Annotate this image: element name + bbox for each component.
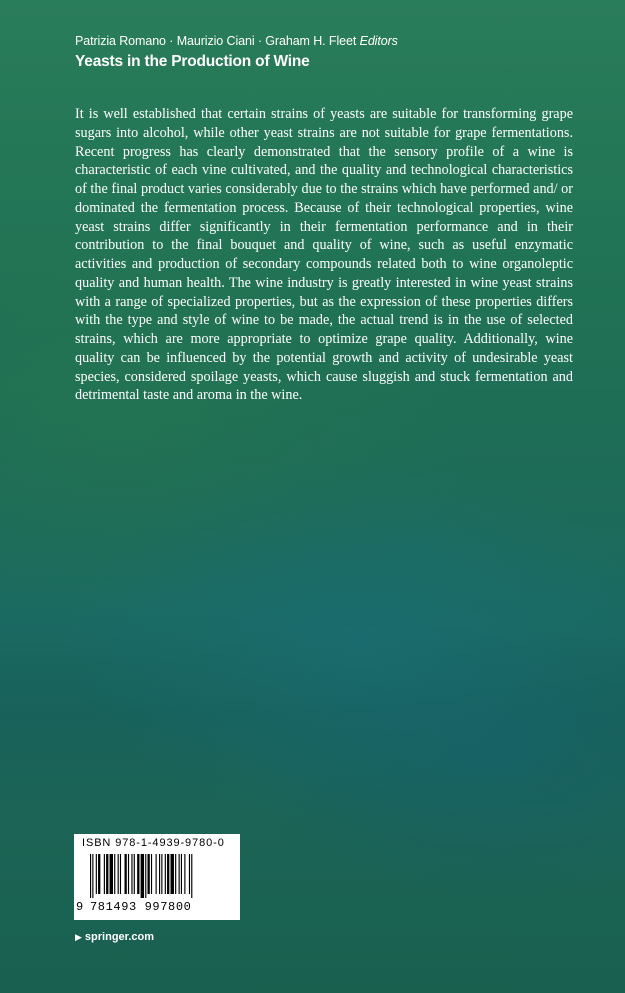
editors-role: Editors: [359, 34, 398, 48]
publisher-link[interactable]: [75, 931, 154, 943]
barcode-bar: [181, 854, 182, 894]
barcode-bar: [175, 854, 176, 894]
barcode-bar: [151, 854, 152, 894]
barcode-bar: [134, 854, 135, 894]
barcode-bar: [171, 854, 174, 894]
barcode-bar: [137, 854, 139, 894]
barcode-bar: [179, 854, 180, 894]
barcode-bar: [156, 854, 157, 894]
barcode-bar: [128, 854, 129, 894]
publisher-url: springer.com: [84, 931, 154, 943]
barcode-bar: [96, 854, 97, 894]
isbn-barcode: [74, 834, 240, 920]
triangle-right-icon: ▶: [75, 931, 82, 942]
barcode-bar: [148, 854, 150, 894]
barcode-bar: [167, 854, 169, 894]
barcode-bar: [161, 854, 162, 894]
barcode-bar: [131, 854, 132, 894]
barcode-bar: [106, 854, 108, 894]
book-description: It is well established that certain strains of yeasts are suitable for transforming grape sugars into alcohol, while other yeast strains are not suitable for grape fermentations. Recent progress has clearly demonstrated that the sensory profile of a wine is characteristic of each vine cultivated, and the quality and technological characteristics of the final product varies considerably due to the strains which have performed and/ or dominated the fermentation process. Because of their technological properties, wine yeast strains differ significantly in their fermentation performance and in their contribution to the final bouquet and quality of wine, such as useful enzymatic activities and production of secondary compounds related both to wine organoleptic quality and human health. The wine industry is greatly interested in wine yeast strains with a range of specialized properties, but as the expression of these properties differs with the type and style of wine to be made, the actual trend is in the use of selected strains, which are more appropriate to optimize grape quality. Additionally, wine quality can be influenced by the potential growth and activity of undesirable yeast species, considered spoilage yeasts, which cause sluggish and stuck fermentation and detrimental taste and aroma in the wine.: [75, 106, 573, 404]
editor-names: Patrizia Romano · Maurizio Ciani · Graham H. Fleet: [75, 34, 357, 48]
barcode-digits-rest: 781493 997800: [90, 900, 192, 914]
barcode-bar: [110, 854, 113, 894]
book-title: Yeasts in the Production of Wine: [75, 53, 310, 70]
barcode-bar: [90, 854, 91, 898]
isbn-label: ISBN 978-1-4939-9780-0: [82, 837, 225, 849]
barcode-bar: [120, 854, 121, 894]
barcode-bar: [98, 854, 100, 894]
barcode-bar: [189, 854, 190, 894]
barcode-bar: [165, 854, 166, 894]
barcode-bar: [141, 854, 144, 898]
barcode-digit-first: 9: [76, 900, 84, 914]
editors-line: [75, 34, 398, 48]
barcode-bar: [125, 854, 127, 894]
barcode-bar: [114, 854, 115, 894]
barcode-bar: [145, 854, 146, 898]
barcode-bar: [159, 854, 160, 894]
barcode-bars: [90, 854, 230, 898]
barcode-bar: [191, 854, 192, 898]
barcode-bar: [92, 854, 93, 898]
barcode-bar: [184, 854, 185, 894]
barcode-bar: [104, 854, 105, 894]
barcode-bar: [118, 854, 119, 894]
